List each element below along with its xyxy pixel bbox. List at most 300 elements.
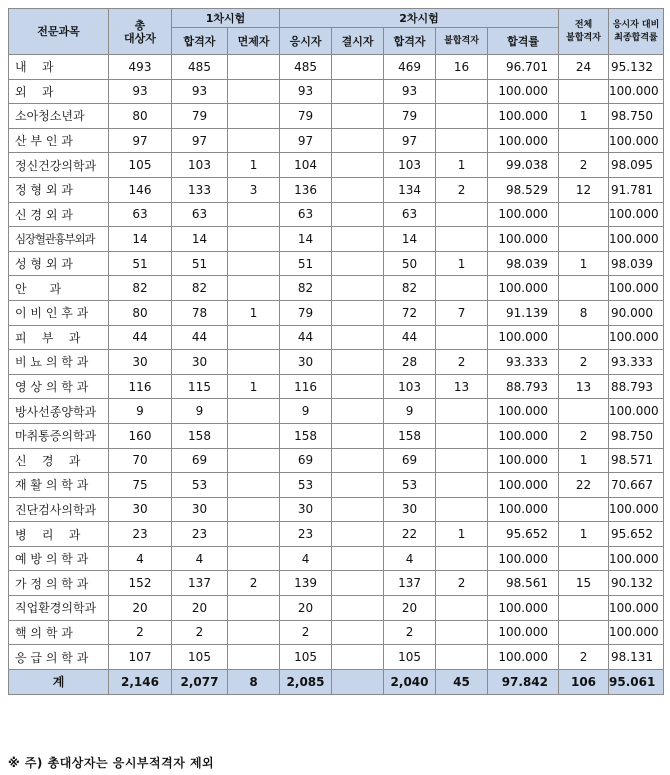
table-row	[9, 350, 664, 375]
fail-cell: 2	[436, 571, 488, 596]
pass-1-cell: 53	[172, 473, 228, 498]
final-rate-cell: 98.750	[609, 104, 664, 129]
absent-cell	[332, 325, 384, 350]
final-rate-cell: 100.000	[609, 596, 664, 621]
pass-rate-cell: 100.000	[488, 423, 559, 448]
exempt-cell	[228, 546, 280, 571]
exempt-cell	[228, 79, 280, 104]
applicants-cell: 104	[280, 153, 332, 178]
absent-cell	[332, 497, 384, 522]
applicants-cell: 63	[280, 202, 332, 227]
final-rate-cell: 100.000	[609, 128, 664, 153]
pass-2-cell: 22	[384, 522, 436, 547]
table-row	[9, 300, 664, 325]
pass-rate-cell: 100.000	[488, 79, 559, 104]
fail-cell	[436, 620, 488, 645]
exempt-cell: 2	[228, 571, 280, 596]
total-fail-cell: 2	[559, 645, 609, 670]
fail-cell: 7	[436, 300, 488, 325]
total-cell: 105	[109, 153, 172, 178]
total-cell: 2	[109, 620, 172, 645]
pass-2-cell: 9	[384, 399, 436, 424]
header-applicants: 응시자	[280, 28, 332, 55]
total-cell: 107	[109, 645, 172, 670]
absent-cell	[332, 350, 384, 375]
pass-2-cell: 69	[384, 448, 436, 473]
exempt-cell	[228, 227, 280, 252]
absent-cell	[332, 202, 384, 227]
final-rate-cell: 98.131	[609, 645, 664, 670]
absent-cell	[332, 79, 384, 104]
final-rate-cell: 95.132	[609, 55, 664, 80]
absent-cell	[332, 448, 384, 473]
table-row	[9, 571, 664, 596]
total-cell: 51	[109, 251, 172, 276]
final-rate-cell: 90.132	[609, 571, 664, 596]
pass-rate-cell: 93.333	[488, 350, 559, 375]
pass-2-cell: 134	[384, 177, 436, 202]
absent-cell	[332, 55, 384, 80]
total-fail-cell	[559, 497, 609, 522]
totals-exempt: 8	[228, 669, 280, 694]
totals-row	[9, 669, 664, 694]
header-absent: 결시자	[332, 28, 384, 55]
total-fail-cell: 1	[559, 522, 609, 547]
total-fail-cell	[559, 128, 609, 153]
total-fail-cell	[559, 399, 609, 424]
exempt-cell	[228, 620, 280, 645]
totals-pass-rate: 97.842	[488, 669, 559, 694]
applicants-cell: 116	[280, 374, 332, 399]
fail-cell	[436, 276, 488, 301]
pass-2-cell: 50	[384, 251, 436, 276]
absent-cell	[332, 596, 384, 621]
totals-total-fail: 106	[559, 669, 609, 694]
final-rate-cell: 100.000	[609, 276, 664, 301]
totals-pass-1: 2,077	[172, 669, 228, 694]
pass-1-cell: 158	[172, 423, 228, 448]
fail-cell	[436, 473, 488, 498]
subject-cell: 방사선종양학과	[9, 399, 109, 424]
final-rate-cell: 100.000	[609, 546, 664, 571]
total-fail-cell	[559, 79, 609, 104]
total-fail-cell	[559, 596, 609, 621]
subject-cell: 소아청소년과	[9, 104, 109, 129]
subject-cell: 직업환경의학과	[9, 596, 109, 621]
exempt-cell: 1	[228, 153, 280, 178]
exempt-cell: 1	[228, 300, 280, 325]
total-cell: 70	[109, 448, 172, 473]
totals-fail: 45	[436, 669, 488, 694]
subject-cell: 내 과	[9, 55, 109, 80]
final-rate-cell: 95.652	[609, 522, 664, 547]
pass-1-cell: 69	[172, 448, 228, 473]
total-fail-cell: 15	[559, 571, 609, 596]
table-row	[9, 227, 664, 252]
exam-results-table	[8, 8, 664, 695]
applicants-cell: 82	[280, 276, 332, 301]
subject-cell: 피 부 과	[9, 325, 109, 350]
exempt-cell	[228, 104, 280, 129]
subject-cell: 성 형 외 과	[9, 251, 109, 276]
applicants-cell: 44	[280, 325, 332, 350]
pass-1-cell: 51	[172, 251, 228, 276]
applicants-cell: 4	[280, 546, 332, 571]
pass-2-cell: 103	[384, 153, 436, 178]
total-cell: 30	[109, 497, 172, 522]
total-fail-cell	[559, 620, 609, 645]
table-row	[9, 497, 664, 522]
total-cell: 20	[109, 596, 172, 621]
pass-1-cell: 4	[172, 546, 228, 571]
applicants-cell: 2	[280, 620, 332, 645]
totals-absent	[332, 669, 384, 694]
final-rate-cell: 100.000	[609, 620, 664, 645]
total-cell: 116	[109, 374, 172, 399]
pass-rate-cell: 91.139	[488, 300, 559, 325]
table-row	[9, 522, 664, 547]
pass-rate-cell: 100.000	[488, 546, 559, 571]
total-fail-cell: 1	[559, 104, 609, 129]
exempt-cell	[228, 423, 280, 448]
absent-cell	[332, 128, 384, 153]
pass-2-cell: 105	[384, 645, 436, 670]
header-total-fail: 전체 불합격자	[559, 9, 609, 55]
final-rate-cell: 88.793	[609, 374, 664, 399]
total-fail-cell	[559, 325, 609, 350]
pass-2-cell: 28	[384, 350, 436, 375]
pass-1-cell: 485	[172, 55, 228, 80]
pass-1-cell: 103	[172, 153, 228, 178]
total-cell: 23	[109, 522, 172, 547]
applicants-cell: 51	[280, 251, 332, 276]
absent-cell	[332, 251, 384, 276]
total-fail-cell	[559, 546, 609, 571]
absent-cell	[332, 227, 384, 252]
exempt-cell	[228, 350, 280, 375]
table-row	[9, 374, 664, 399]
total-fail-cell: 2	[559, 350, 609, 375]
subject-cell: 핵 의 학 과	[9, 620, 109, 645]
pass-rate-cell: 100.000	[488, 399, 559, 424]
fail-cell: 1	[436, 522, 488, 547]
fail-cell	[436, 399, 488, 424]
exempt-cell	[228, 399, 280, 424]
pass-rate-cell: 96.701	[488, 55, 559, 80]
final-rate-cell: 90.000	[609, 300, 664, 325]
table-row	[9, 104, 664, 129]
applicants-cell: 14	[280, 227, 332, 252]
table-row	[9, 79, 664, 104]
pass-2-cell: 30	[384, 497, 436, 522]
table-row	[9, 620, 664, 645]
pass-2-cell: 63	[384, 202, 436, 227]
total-cell: 493	[109, 55, 172, 80]
exempt-cell: 1	[228, 374, 280, 399]
pass-1-cell: 78	[172, 300, 228, 325]
total-cell: 75	[109, 473, 172, 498]
subject-cell: 가 정 의 학 과	[9, 571, 109, 596]
table-row	[9, 55, 664, 80]
header-pass-rate: 합격률	[488, 28, 559, 55]
pass-rate-cell: 100.000	[488, 497, 559, 522]
header-first-exam: 1차시험	[172, 9, 280, 28]
applicants-cell: 139	[280, 571, 332, 596]
totals-total: 2,146	[109, 669, 172, 694]
pass-2-cell: 53	[384, 473, 436, 498]
subject-cell: 병 리 과	[9, 522, 109, 547]
fail-cell	[436, 128, 488, 153]
header-pass-1: 합격자	[172, 28, 228, 55]
pass-rate-cell: 100.000	[488, 104, 559, 129]
pass-1-cell: 30	[172, 350, 228, 375]
subject-cell: 응 급 의 학 과	[9, 645, 109, 670]
total-fail-cell: 12	[559, 177, 609, 202]
pass-1-cell: 105	[172, 645, 228, 670]
pass-2-cell: 137	[384, 571, 436, 596]
header-exempt: 면제자	[228, 28, 280, 55]
subject-cell: 정 형 외 과	[9, 177, 109, 202]
applicants-cell: 158	[280, 423, 332, 448]
total-cell: 80	[109, 104, 172, 129]
final-rate-cell: 100.000	[609, 399, 664, 424]
subject-cell: 정신건강의학과	[9, 153, 109, 178]
absent-cell	[332, 300, 384, 325]
fail-cell: 16	[436, 55, 488, 80]
applicants-cell: 105	[280, 645, 332, 670]
pass-1-cell: 115	[172, 374, 228, 399]
total-cell: 80	[109, 300, 172, 325]
pass-rate-cell: 100.000	[488, 227, 559, 252]
table-row	[9, 645, 664, 670]
final-rate-cell: 98.095	[609, 153, 664, 178]
pass-1-cell: 30	[172, 497, 228, 522]
fail-cell	[436, 79, 488, 104]
table-row	[9, 177, 664, 202]
final-rate-cell: 98.571	[609, 448, 664, 473]
absent-cell	[332, 620, 384, 645]
total-fail-cell: 2	[559, 423, 609, 448]
fail-cell	[436, 448, 488, 473]
subject-cell: 진단검사의학과	[9, 497, 109, 522]
absent-cell	[332, 473, 384, 498]
subject-cell: 신 경 과	[9, 448, 109, 473]
subject-cell: 산 부 인 과	[9, 128, 109, 153]
final-rate-cell: 98.750	[609, 423, 664, 448]
exempt-cell	[228, 55, 280, 80]
absent-cell	[332, 153, 384, 178]
pass-1-cell: 82	[172, 276, 228, 301]
pass-1-cell: 63	[172, 202, 228, 227]
fail-cell	[436, 325, 488, 350]
absent-cell	[332, 522, 384, 547]
final-rate-cell: 100.000	[609, 325, 664, 350]
applicants-cell: 97	[280, 128, 332, 153]
absent-cell	[332, 645, 384, 670]
header-total: 총 대상자	[109, 9, 172, 55]
total-cell: 97	[109, 128, 172, 153]
totals-applicants: 2,085	[280, 669, 332, 694]
exempt-cell	[228, 645, 280, 670]
fail-cell	[436, 546, 488, 571]
table-row	[9, 202, 664, 227]
total-fail-cell: 2	[559, 153, 609, 178]
pass-rate-cell: 88.793	[488, 374, 559, 399]
exempt-cell	[228, 497, 280, 522]
pass-1-cell: 133	[172, 177, 228, 202]
table-row	[9, 596, 664, 621]
pass-2-cell: 4	[384, 546, 436, 571]
final-rate-cell: 100.000	[609, 497, 664, 522]
subject-cell: 신 경 외 과	[9, 202, 109, 227]
final-rate-cell: 100.000	[609, 202, 664, 227]
final-rate-cell: 91.781	[609, 177, 664, 202]
table-row	[9, 276, 664, 301]
pass-2-cell: 44	[384, 325, 436, 350]
pass-rate-cell: 100.000	[488, 276, 559, 301]
fail-cell: 13	[436, 374, 488, 399]
pass-rate-cell: 100.000	[488, 596, 559, 621]
pass-2-cell: 158	[384, 423, 436, 448]
total-cell: 4	[109, 546, 172, 571]
total-fail-cell	[559, 202, 609, 227]
applicants-cell: 23	[280, 522, 332, 547]
table-row	[9, 423, 664, 448]
total-cell: 146	[109, 177, 172, 202]
applicants-cell: 485	[280, 55, 332, 80]
exempt-cell	[228, 128, 280, 153]
pass-1-cell: 97	[172, 128, 228, 153]
total-cell: 82	[109, 276, 172, 301]
totals-final-rate: 95.061	[609, 669, 664, 694]
applicants-cell: 30	[280, 350, 332, 375]
pass-1-cell: 93	[172, 79, 228, 104]
fail-cell: 2	[436, 350, 488, 375]
pass-1-cell: 44	[172, 325, 228, 350]
total-fail-cell: 1	[559, 251, 609, 276]
absent-cell	[332, 276, 384, 301]
applicants-cell: 136	[280, 177, 332, 202]
table-row	[9, 251, 664, 276]
table-body	[9, 55, 664, 670]
exempt-cell	[228, 473, 280, 498]
pass-1-cell: 14	[172, 227, 228, 252]
subject-cell: 안 과	[9, 276, 109, 301]
exempt-cell: 3	[228, 177, 280, 202]
header-pass-2: 합격자	[384, 28, 436, 55]
pass-2-cell: 93	[384, 79, 436, 104]
pass-rate-cell: 100.000	[488, 128, 559, 153]
fail-cell: 1	[436, 251, 488, 276]
pass-1-cell: 2	[172, 620, 228, 645]
absent-cell	[332, 177, 384, 202]
fail-cell	[436, 596, 488, 621]
total-fail-cell: 13	[559, 374, 609, 399]
total-cell: 93	[109, 79, 172, 104]
pass-rate-cell: 100.000	[488, 202, 559, 227]
pass-rate-cell: 100.000	[488, 473, 559, 498]
absent-cell	[332, 399, 384, 424]
pass-2-cell: 14	[384, 227, 436, 252]
fail-cell: 1	[436, 153, 488, 178]
totals-label: 계	[9, 669, 109, 694]
total-cell: 44	[109, 325, 172, 350]
subject-cell: 외 과	[9, 79, 109, 104]
absent-cell	[332, 423, 384, 448]
pass-rate-cell: 100.000	[488, 620, 559, 645]
final-rate-cell: 70.667	[609, 473, 664, 498]
final-rate-cell: 100.000	[609, 79, 664, 104]
header-final-rate: 응시자 대비 최종합격률	[609, 9, 664, 55]
exempt-cell	[228, 596, 280, 621]
table-row	[9, 473, 664, 498]
applicants-cell: 9	[280, 399, 332, 424]
pass-1-cell: 23	[172, 522, 228, 547]
fail-cell: 2	[436, 177, 488, 202]
total-cell: 9	[109, 399, 172, 424]
pass-2-cell: 79	[384, 104, 436, 129]
subject-cell: 영 상 의 학 과	[9, 374, 109, 399]
total-cell: 14	[109, 227, 172, 252]
exempt-cell	[228, 202, 280, 227]
pass-2-cell: 20	[384, 596, 436, 621]
absent-cell	[332, 571, 384, 596]
subject-cell: 예 방 의 학 과	[9, 546, 109, 571]
table-row	[9, 448, 664, 473]
table-row	[9, 325, 664, 350]
pass-rate-cell: 99.038	[488, 153, 559, 178]
pass-rate-cell: 98.039	[488, 251, 559, 276]
applicants-cell: 69	[280, 448, 332, 473]
exempt-cell	[228, 522, 280, 547]
applicants-cell: 93	[280, 79, 332, 104]
pass-2-cell: 72	[384, 300, 436, 325]
pass-2-cell: 2	[384, 620, 436, 645]
applicants-cell: 20	[280, 596, 332, 621]
absent-cell	[332, 546, 384, 571]
table-row	[9, 399, 664, 424]
total-cell: 152	[109, 571, 172, 596]
total-fail-cell	[559, 227, 609, 252]
fail-cell	[436, 423, 488, 448]
subject-cell: 이 비 인 후 과	[9, 300, 109, 325]
exempt-cell	[228, 276, 280, 301]
table-row	[9, 128, 664, 153]
applicants-cell: 79	[280, 300, 332, 325]
applicants-cell: 53	[280, 473, 332, 498]
total-fail-cell	[559, 276, 609, 301]
pass-1-cell: 20	[172, 596, 228, 621]
absent-cell	[332, 104, 384, 129]
absent-cell	[332, 374, 384, 399]
pass-rate-cell: 100.000	[488, 645, 559, 670]
final-rate-cell: 93.333	[609, 350, 664, 375]
subject-cell: 심장혈관흉부외과	[9, 227, 109, 252]
fail-cell	[436, 227, 488, 252]
final-rate-cell: 100.000	[609, 227, 664, 252]
header-second-exam: 2차시험	[280, 9, 559, 28]
total-cell: 63	[109, 202, 172, 227]
exempt-cell	[228, 251, 280, 276]
total-cell: 30	[109, 350, 172, 375]
total-fail-cell: 22	[559, 473, 609, 498]
header-fail: 불합격자	[436, 28, 488, 55]
pass-1-cell: 79	[172, 104, 228, 129]
pass-rate-cell: 95.652	[488, 522, 559, 547]
pass-rate-cell: 98.561	[488, 571, 559, 596]
fail-cell	[436, 497, 488, 522]
totals-pass-2: 2,040	[384, 669, 436, 694]
